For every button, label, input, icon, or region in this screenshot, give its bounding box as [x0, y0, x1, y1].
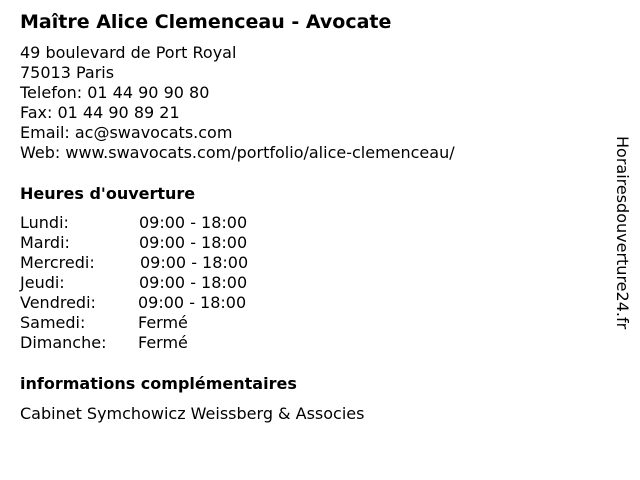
hours-time: Fermé	[138, 333, 188, 352]
hours-day: Mardi:	[20, 233, 70, 252]
hours-day: Jeudi:	[20, 273, 65, 292]
email-address: Email: ac@swavocats.com	[20, 123, 233, 142]
address-city: 75013 Paris	[20, 63, 115, 82]
hours-day: Lundi:	[20, 213, 69, 232]
hours-time: 09:00 - 18:00	[140, 253, 249, 272]
page-title: Maître Alice Clemenceau - Avocate	[20, 11, 392, 33]
hours-time: 09:00 - 18:00	[139, 213, 248, 232]
site-watermark	[612, 136, 632, 372]
hours-day: Mercredi:	[20, 253, 95, 272]
contact-block	[20, 43, 455, 163]
info-heading: informations complémentaires	[20, 374, 297, 393]
hours-time: 09:00 - 18:00	[138, 293, 247, 312]
address-street: 49 boulevard de Port Royal	[20, 43, 237, 62]
hours-day: Dimanche:	[20, 333, 107, 352]
hours-day: Samedi:	[20, 313, 86, 332]
hours-time: 09:00 - 18:00	[139, 233, 248, 252]
fax-number: Fax: 01 44 90 89 21	[20, 103, 180, 122]
website-url: Web: www.swavocats.com/portfolio/alice-clemenceau/	[20, 143, 455, 162]
hours-time: Fermé	[138, 313, 188, 332]
info-text: Cabinet Symchowicz Weissberg & Associes	[20, 404, 365, 423]
watermark-text: Horairesdouverture24.fr	[613, 136, 632, 330]
hours-day: Vendredi:	[20, 293, 96, 312]
phone-number: Telefon: 01 44 90 90 80	[20, 83, 210, 102]
hours-time: 09:00 - 18:00	[139, 273, 248, 292]
hours-heading: Heures d'ouverture	[20, 184, 196, 203]
